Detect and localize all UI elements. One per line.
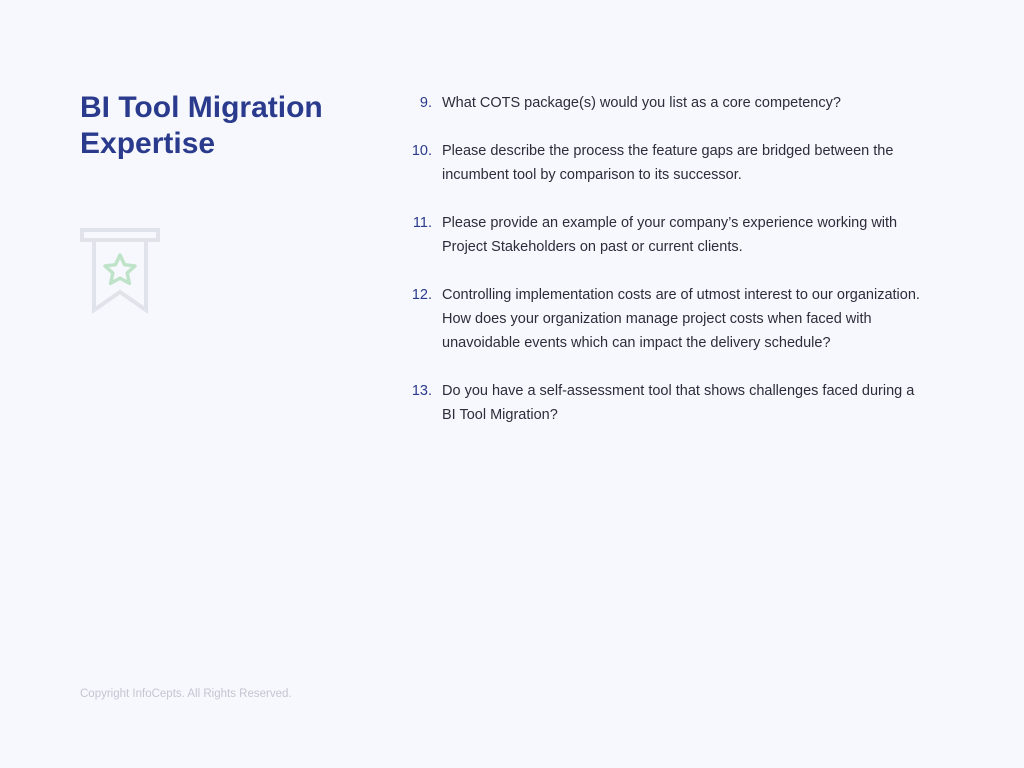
question-number: 10. <box>411 143 432 159</box>
page-title-line-2: Expertise <box>80 127 216 160</box>
ribbon-star-icon <box>80 228 160 314</box>
question-item <box>404 139 924 187</box>
page-title <box>80 90 380 162</box>
question-item <box>404 283 924 355</box>
question-number: 13. <box>411 383 432 399</box>
question-number: 11. <box>412 215 432 231</box>
question-text: What COTS package(s) would you list as a core competency? <box>442 95 841 111</box>
question-item <box>404 211 924 259</box>
question-list <box>404 91 924 451</box>
question-item <box>404 91 924 115</box>
question-text: Controlling implementation costs are of utmost interest to our organization. How does your organization manage project costs when faced with unavoidable events which can impact the delivery schedule? <box>442 287 920 351</box>
page-title-line-1: BI Tool Migration <box>80 91 323 124</box>
question-text: Please describe the process the feature gaps are bridged between the incumbent tool by comparison to its successor. <box>442 143 894 183</box>
question-number: 12. <box>411 287 432 303</box>
question-number: 9. <box>419 95 432 111</box>
question-text: Please provide an example of your company’s experience working with Project Stakeholders on past or current clients. <box>442 215 898 255</box>
question-text: Do you have a self-assessment tool that shows challenges faced during a BI Tool Migration? <box>442 383 915 423</box>
copyright-notice: Copyright InfoCepts. All Rights Reserved. <box>80 688 292 700</box>
question-item <box>404 379 924 427</box>
